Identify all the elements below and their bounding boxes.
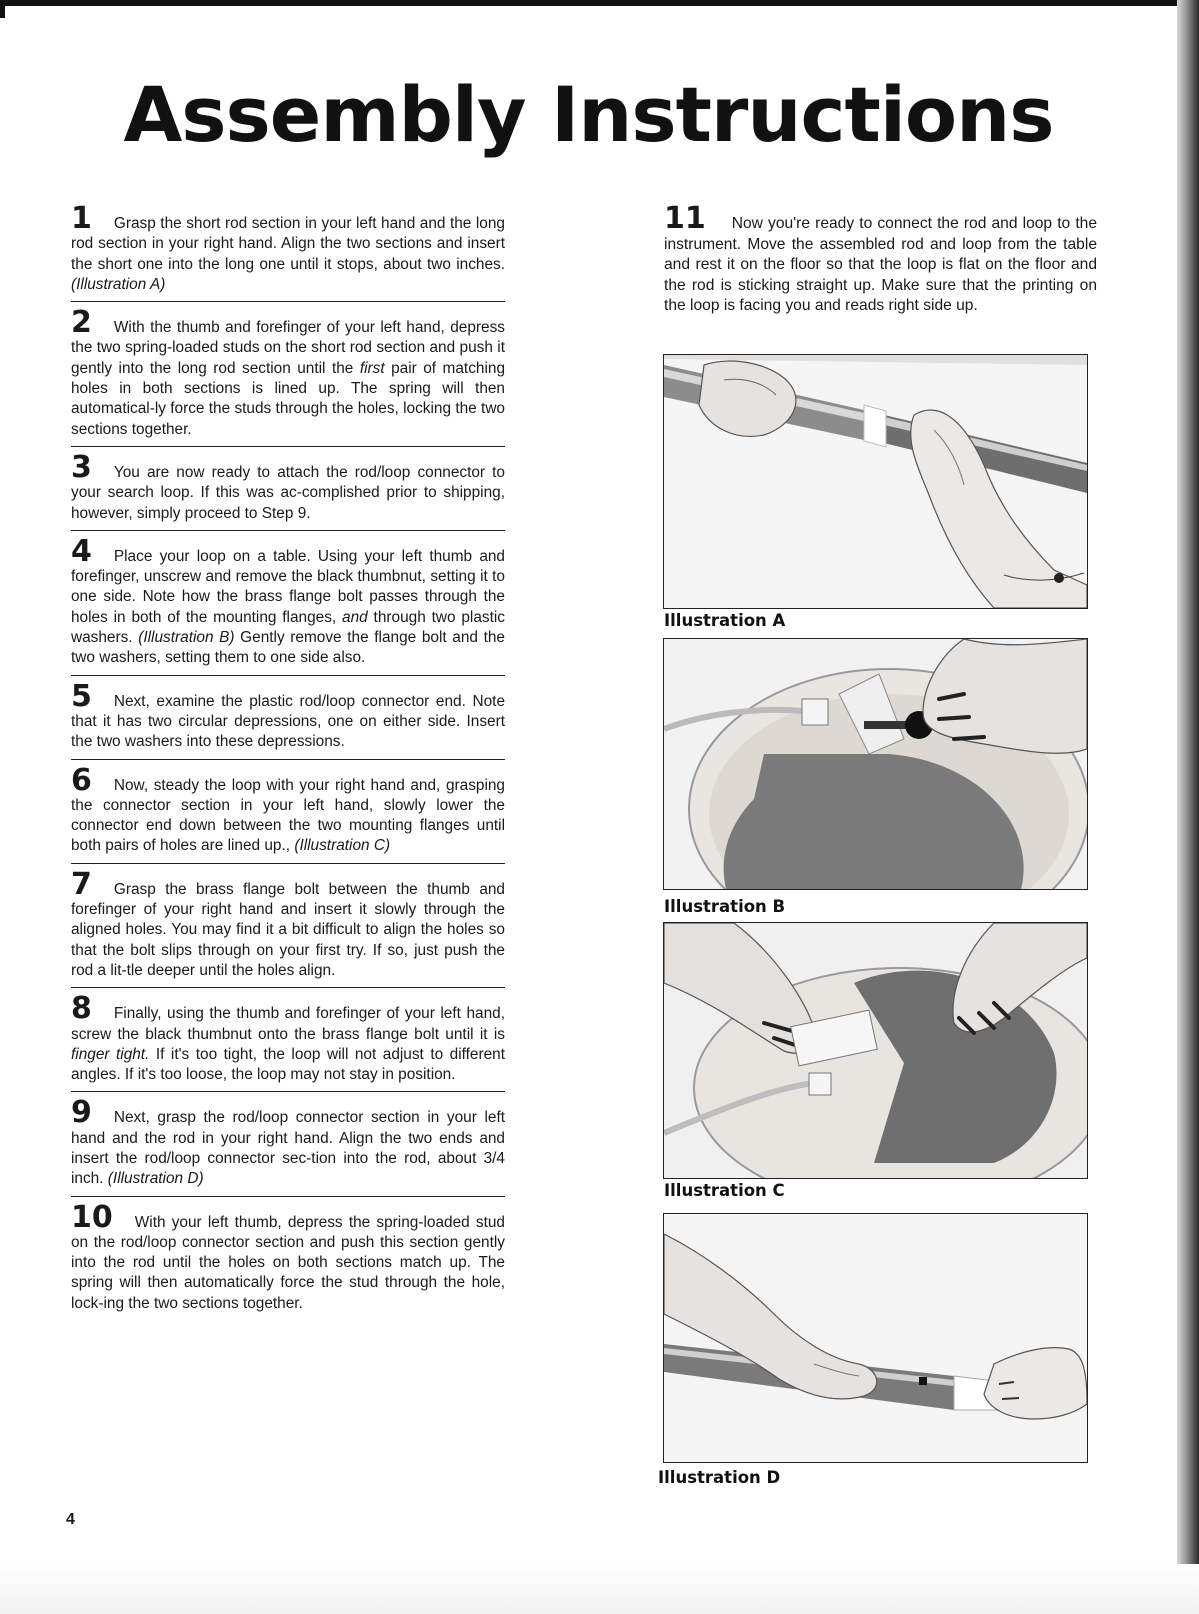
step-text: Place your loop on a table. Using your left thumb and forefinger, unscrew and remove the black thumbnut, setting it to one side. Note how the brass flange bolt passes through the holes in both of the mounting flanges,: [71, 547, 505, 626]
emphasis: and: [342, 608, 368, 626]
step-text: Next, examine the plastic rod/loop connector end. Note that it has two circular depressions, one on either side. Insert the two washers into these depressions.: [71, 692, 505, 751]
step-9: [71, 1095, 505, 1196]
illustration-reference: (Illustration A): [71, 275, 166, 293]
step-7: [71, 866, 505, 988]
step-text: Gently remove the flange bolt and the two washers, setting them to one side also.: [71, 629, 505, 667]
step-text: If it's too tight, the loop will not adjust to different angles. If it's too loose, the loop may not stay in position.: [71, 1045, 505, 1084]
step-text: Finally, using the thumb and forefinger of your left hand, screw the black thumbnut onto the brass flange bolt until it is: [71, 1005, 505, 1043]
step-text: With your left thumb, depress the spring-loaded stud on the rod/loop connector section and push this section gently into the rod until the holes on both sections match up. The spring will then automatically force the stud through the hole, lock-ing the two sections together.: [71, 1213, 505, 1312]
emphasis: finger tight.: [71, 1045, 150, 1063]
illustration-reference: (Illustration B): [138, 629, 235, 647]
step-11-column: [664, 201, 1097, 317]
scan-corner-mark: [0, 0, 5, 18]
step-2: [71, 305, 505, 447]
page-title: Assembly Instructions: [123, 70, 1054, 159]
step-number: 6: [71, 762, 92, 798]
step-8: [71, 991, 505, 1092]
step-text: through two plastic washers.: [71, 608, 505, 647]
illustration-d-photo: [663, 1213, 1088, 1463]
step-10: [71, 1199, 505, 1320]
illustration-b-label: Illustration B: [664, 897, 786, 916]
step-6: [71, 762, 505, 864]
page-number: 4: [66, 1511, 75, 1528]
illustration-b-photo: [663, 638, 1088, 890]
step-text: Now you're ready to connect the rod and loop to the instrument. Move the assembled rod and loop from the table and rest it on the floor so that the loop is flat on the floor and the rod is sticking straight up. Make sure that the printing on the loop is facing you and reads right side up.: [664, 215, 1097, 314]
illustration-a-label: Illustration A: [664, 611, 786, 630]
step-number: 2: [71, 305, 92, 341]
step-number: 10: [71, 1199, 113, 1235]
step-number: 9: [71, 1095, 92, 1131]
step-number: 5: [71, 678, 92, 714]
step-text: Grasp the brass flange bolt between the thumb and forefinger of your right hand and insert it slowly through the aligned holes. You may find it a bit difficult to align the holes so that the bolt slips through on your first try. If so, just push the rod a lit-tle deeper until the holes align.: [71, 880, 505, 979]
step-3: [71, 449, 505, 531]
step-text: Now, steady the loop with your right hand and, grasping the connector section in your left hand, slowly lower the connector end down between the two mounting flanges until both pairs of holes are lined up.,: [71, 776, 505, 855]
step-4: [71, 533, 505, 676]
illustration-a-photo: [663, 354, 1088, 609]
illustration-c-label: Illustration C: [664, 1181, 785, 1200]
step-11: [664, 201, 1097, 317]
step-text: You are now ready to attach the rod/loop connector to your search loop. If this was ac-complished prior to shipping, however, simply proceed to Step 9.: [71, 463, 505, 522]
step-text: Next, grasp the rod/loop connector section in your left hand and the rod in your right hand. Align the two ends and insert the rod/loop connector sec-tion into the rod, about 3/4 inch.: [71, 1109, 505, 1188]
scan-bottom-shade: [0, 1564, 1199, 1614]
illustration-reference: (Illustration C): [294, 837, 391, 855]
step-text: Grasp the short rod section in your left hand and the long rod section in your right hand. Align the two sections and insert the short one into the long one until it stops, about two inches.: [71, 215, 505, 273]
scan-right-edge: [1177, 0, 1199, 1614]
illustration-reference: (Illustration D): [107, 1170, 204, 1188]
steps-column: [71, 201, 505, 1326]
emphasis: first: [359, 359, 385, 377]
step-number: 8: [71, 991, 92, 1027]
illustration-c-photo: [663, 922, 1088, 1179]
step-number: 1: [71, 201, 92, 236]
scan-top-edge: [0, 0, 1199, 6]
step-text: With the thumb and forefinger of your left hand, depress the two spring-loaded studs on the short rod section and push it gently into the long rod section until the: [71, 319, 505, 377]
step-1: [71, 201, 505, 302]
step-text: pair of matching holes in both sections is lined up. The spring will then automatical-ly force the studs through the holes, locking the two sections together.: [71, 359, 505, 438]
step-number: 11: [664, 201, 706, 236]
step-number: 3: [71, 449, 92, 485]
step-number: 7: [71, 866, 92, 902]
illustration-d-label: Illustration D: [658, 1468, 781, 1487]
step-number: 4: [71, 533, 92, 569]
step-5: [71, 678, 505, 760]
